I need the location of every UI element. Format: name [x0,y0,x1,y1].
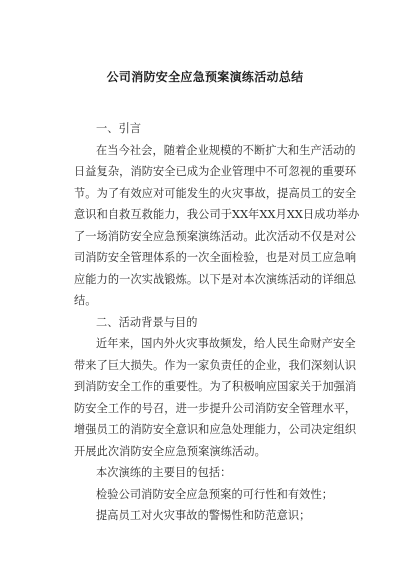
document-body [74,118,360,527]
document-title: 公司消防安全应急预案演练活动总结 [106,70,304,84]
paragraph-line: 近年来，国内外火灾事故频发，给人民生命财产安全 [96,337,356,350]
paragraph-line: 到消防安全工作的重要性。为了积极响应国家关于加强消 [74,380,357,393]
paragraph-line: 开展此次消防安全应急预案演练活动。 [74,444,266,458]
paragraph-line: 应能力的一次实战锻炼。以下是对本次演练活动的详细总 [74,272,357,286]
paragraph-line: 日益复杂，消防安全已成为企业管理中不可忽视的重要环 [74,165,357,178]
paragraph-line: 在当今社会，随着企业规模的不断扩大和生产活动的 [96,143,356,157]
paragraph-line: 防安全工作的号召，进一步提升公司消防安全管理水平， [74,401,357,415]
paragraph-line: 检验公司消防安全应急预案的可行性和有效性； [96,487,334,501]
section-heading-background: 二、活动背景与目的 [96,315,198,329]
paragraph-line: 结。 [74,294,97,307]
paragraph-line: 带来了巨大损失。作为一家负责任的企业，我们深刻认识 [74,358,357,372]
paragraph-line: 提高员工对火灾事故的警惕性和防范意识； [96,509,311,522]
paragraph-line: 增强员工的消防安全意识和应急处理能力，公司决定组织 [74,423,357,436]
section-heading-introduction: 一、引言 [96,122,142,135]
paragraph-line: 了一场消防安全应急预案演练活动。此次活动不仅是对公 [74,229,357,243]
paragraph-line: 节。为了有效应对可能发生的火灾事故，提高员工的安全 [74,186,357,200]
paragraph-line: 司消防安全管理体系的一次全面检验，也是对员工应急响 [74,251,357,264]
paragraph-line: 本次演练的主要目的包括： [96,466,232,479]
paragraph-line: 意识和自救互救能力，我公司于XX年XX月XX日成功举办 [74,208,360,221]
